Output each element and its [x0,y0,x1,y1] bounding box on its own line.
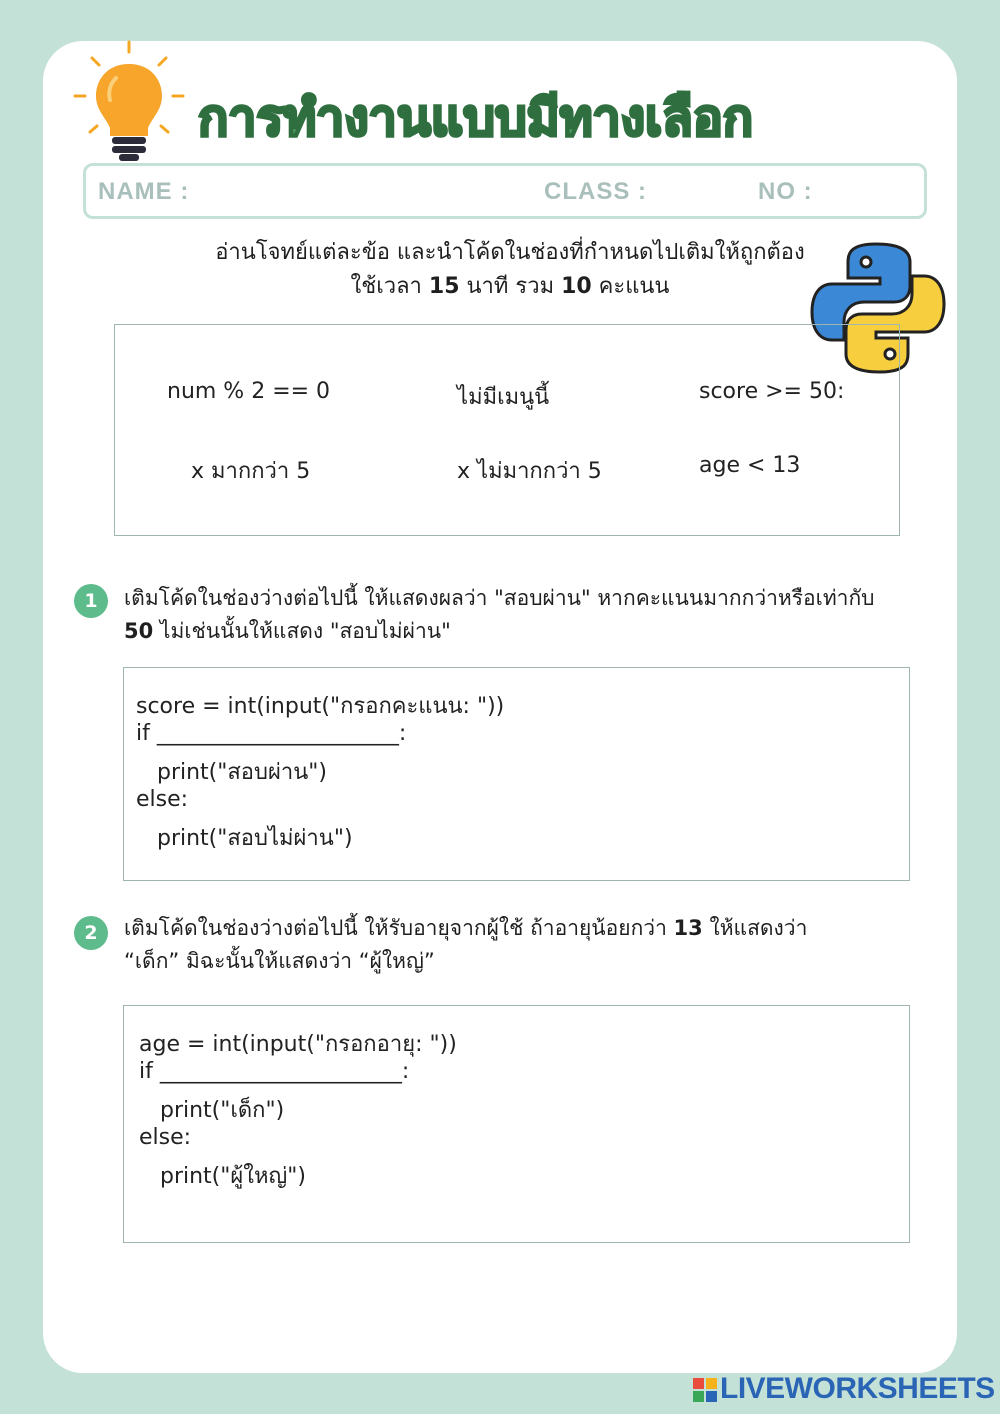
question1-score: 50 [124,619,154,643]
lightbulb-icon [72,40,187,165]
instructions-minutes: 15 [428,274,460,299]
code-line: else: [136,787,189,812]
student-info-box [83,163,927,219]
instructions-time-middle: นาที รวม [459,274,562,299]
question1-code-box [123,667,910,881]
code-line: score = int(input("กรอกคะแนน: ")) [136,694,505,719]
code-blank-line[interactable]: if ______________________: [136,721,407,746]
code-line: else: [139,1125,192,1150]
name-label: NAME : [98,178,190,205]
instructions-line1: อ่านโจทย์แต่ละข้อ และนำโค้ดในช่องที่กำหนดไปเติมให้ถูกต้อง [215,240,805,265]
question-number-badge: 1 [74,584,108,618]
page-title: การทำงานแบบมีทางเลือก [198,89,754,147]
instructions-points: 10 [561,274,592,299]
choice-item[interactable]: ไม่มีเมนูนี้ [457,385,550,410]
question2-age: 13 [673,916,703,940]
instructions-time-prefix: ใช้เวลา [350,274,429,299]
instructions-line2 [170,270,850,304]
instructions [170,236,850,304]
question2-line2: “เด็ก” มิฉะนั้นให้แสดงว่า “ผู้ใหญ่” [124,949,435,973]
question1-text [124,582,974,648]
question1-line2 [124,615,974,648]
code-line: print("เด็ก") [139,1098,285,1123]
choice-item[interactable]: score >= 50: [699,379,845,404]
question1-line2-rest: ไม่เช่นนั้นให้แสดง "สอบไม่ผ่าน" [153,619,451,643]
no-label: NO : [758,178,813,205]
liveworksheets-brand[interactable]: LIVEWORKSHEETS [720,1372,995,1405]
class-label: CLASS : [544,178,647,205]
code-line: age = int(input("กรอกอายุ: ")) [139,1032,457,1057]
question2-line1-suffix: ให้แสดงว่า [702,916,808,940]
choice-item[interactable]: age < 13 [699,453,801,478]
choice-item[interactable]: x ไม่มากกว่า 5 [457,459,602,484]
code-line: print("ผู้ใหญ่") [139,1164,306,1189]
code-line: print("สอบไม่ผ่าน") [136,826,353,851]
choice-item[interactable]: num % 2 == 0 [167,379,331,404]
liveworksheets-logo-icon [693,1378,717,1402]
question2-line1-prefix: เติมโค้ดในช่องว่างต่อไปนี้ ให้รับอายุจากผู้ใช้ ถ้าอายุน้อยกว่า [124,916,674,940]
question2-line1 [124,912,974,945]
code-blank-line[interactable]: if ______________________: [139,1059,410,1084]
question2-code-box [123,1005,910,1243]
question2-text [124,912,974,978]
instructions-time-suffix: คะแนน [591,274,670,299]
answer-choices-box [114,324,900,536]
question-number-badge: 2 [74,916,108,950]
question1-line1: เติมโค้ดในช่องว่างต่อไปนี้ ให้แสดงผลว่า "สอบผ่าน" หากคะแนนมากกว่าหรือเท่ากับ [124,586,875,610]
code-line: print("สอบผ่าน") [136,760,327,785]
choice-item[interactable]: x มากกว่า 5 [191,459,311,484]
